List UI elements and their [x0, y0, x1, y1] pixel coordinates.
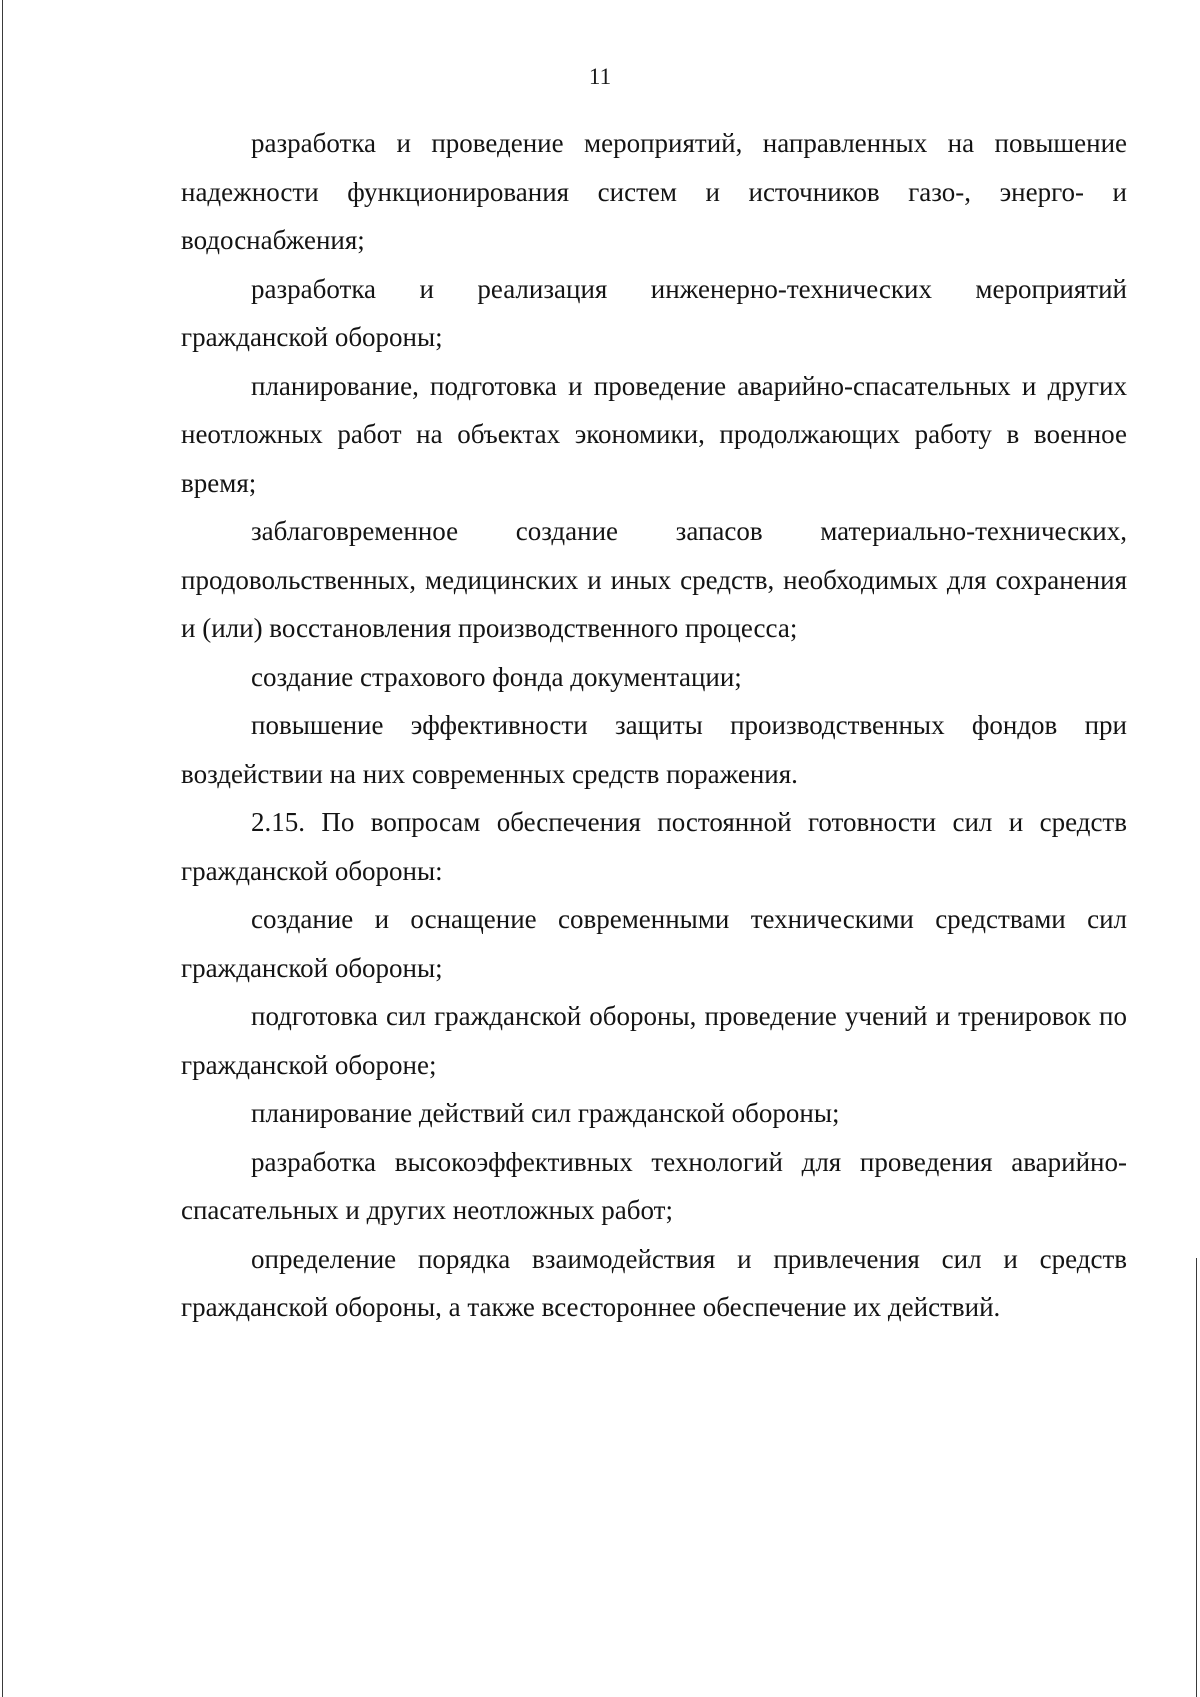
- paragraph: определение порядка взаимодействия и привлечения сил и средств гражданской обороны, а также всестороннее обеспечение их действий.: [181, 1243, 1127, 1322]
- scan-edge-right: [1196, 1258, 1197, 1697]
- paragraph: планирование, подготовка и проведение аварийно-спасательных и других неотложных работ на объектах экономики, продолжающих работу в военное время;: [181, 370, 1127, 498]
- scan-edge-left: [2, 0, 3, 1697]
- paragraph: заблаговременное создание запасов материально-технических, продовольственных, медицинских и иных средств, необходимых для сохранения и (или) восстановления производственного процесса;: [181, 516, 1127, 643]
- paragraph: подготовка сил гражданской обороны, проведение учений и тренировок по гражданской обороне;: [181, 1001, 1127, 1080]
- section-paragraph: 2.15. По вопросам обеспечения постоянной готовности сил и средств гражданской обороны:: [181, 807, 1127, 886]
- paragraph: создание страхового фонда документации;: [251, 661, 742, 692]
- paragraph: разработка высокоэффективных технологий для проведения аварийно-спасательных и других неотложных работ;: [181, 1146, 1127, 1225]
- paragraph: разработка и реализация инженерно-технических мероприятий гражданской обороны;: [181, 273, 1127, 352]
- paragraph: разработка и проведение мероприятий, направленных на повышение надежности функционирования систем и источников газо-, энерго- и водоснабжения;: [181, 128, 1127, 255]
- page-number: 11: [588, 64, 612, 89]
- document-body: [181, 119, 1127, 1332]
- paragraph: создание и оснащение современными техническими средствами сил гражданской обороны;: [181, 904, 1127, 983]
- paragraph: повышение эффективности защиты производственных фондов при воздействии на них современных средств поражения.: [181, 710, 1127, 789]
- paragraph: планирование действий сил гражданской обороны;: [251, 1098, 840, 1128]
